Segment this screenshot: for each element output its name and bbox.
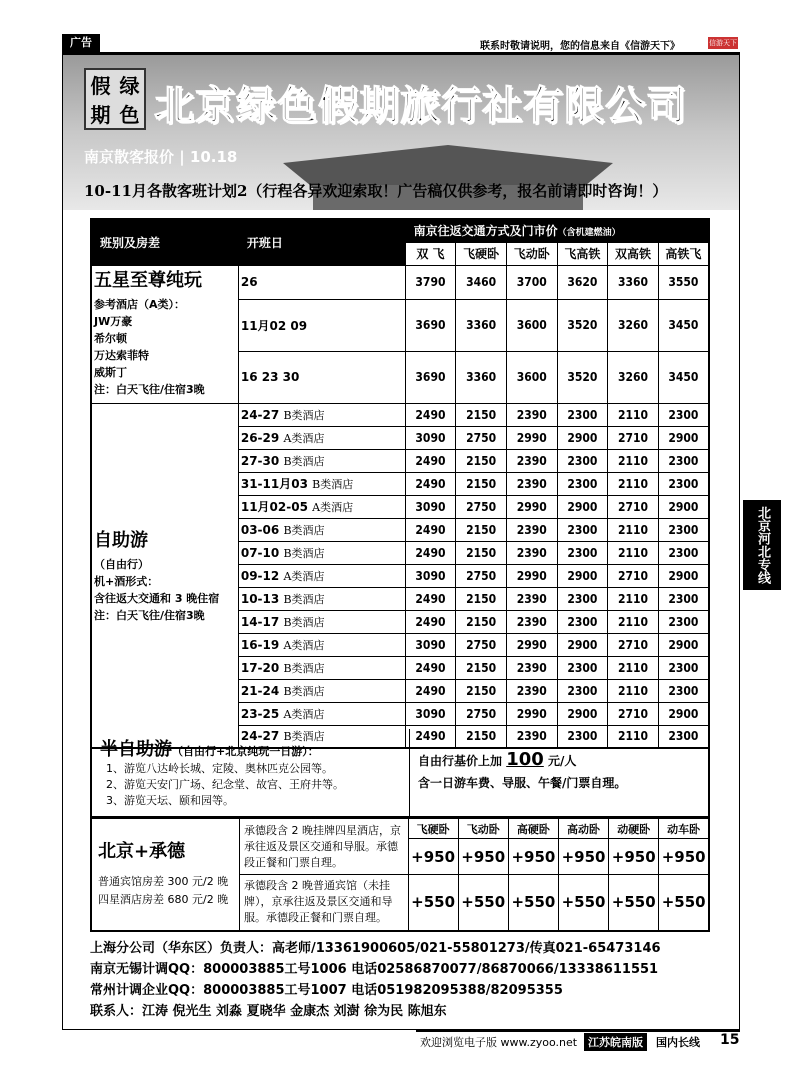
chengde-price: +950 — [408, 839, 458, 875]
price-cell: 2300 — [557, 656, 608, 679]
price-cell: 3090 — [405, 426, 456, 449]
departure-date: 16 23 30 — [238, 351, 405, 403]
date-text: 24-27 — [240, 407, 280, 422]
date-text: 21-24 — [240, 683, 280, 698]
semi-right — [410, 729, 634, 816]
price-cell: 2710 — [608, 564, 659, 587]
hotel-class: A类酒店 — [312, 501, 354, 514]
price-cell: 2300 — [658, 725, 709, 748]
price-cell: 2300 — [658, 541, 709, 564]
price-cell: 2490 — [405, 679, 456, 702]
col-price-label: 南京往返交通方式及门市价 — [413, 224, 558, 239]
quote-label: 南京散客报价 | 10.18 — [84, 148, 238, 166]
price-cell: 2300 — [658, 587, 709, 610]
price-cell: 3260 — [608, 299, 659, 351]
side-tab: 北京河北专线 — [743, 500, 781, 590]
semi-price-pre: 自由行基价上加 — [418, 754, 503, 768]
semi-self-section — [90, 729, 710, 818]
price-cell: 2390 — [506, 449, 557, 472]
price-cell: 3450 — [658, 351, 709, 403]
chengde-price: +950 — [458, 839, 508, 875]
price-cell: 2900 — [658, 564, 709, 587]
departure-date — [238, 495, 405, 518]
price-cell: 2490 — [405, 725, 456, 748]
price-cell: 2300 — [557, 403, 608, 426]
price-cell: 3520 — [557, 351, 608, 403]
hotel-class: A类酒店 — [283, 638, 325, 652]
chengde-price: +550 — [659, 875, 709, 931]
price-cell: 2390 — [506, 656, 557, 679]
price-cell: 3360 — [456, 299, 507, 351]
price-cell: 2390 — [506, 518, 557, 541]
price-cell: 3790 — [405, 265, 456, 299]
col-price-note: （含机建燃油） — [557, 228, 621, 239]
chengde-note: 四星酒店房差 680 元/2 晚 — [98, 893, 229, 906]
five-star-category — [91, 265, 238, 403]
price-cell: 2990 — [506, 495, 557, 518]
date-text: 23-25 — [240, 706, 280, 721]
price-cell: 2300 — [557, 679, 608, 702]
departure-date — [238, 656, 405, 679]
edition-badge: 江苏皖南版 — [584, 1033, 647, 1051]
price-subheader: 飞高铁 — [557, 242, 608, 265]
semi-item: 1、游览八达岭长城、定陵、奥林匹克公园等。 — [106, 762, 333, 775]
date-text: 16-19 — [240, 637, 280, 652]
five-star-title: 五星至尊纯玩 — [94, 269, 202, 291]
price-cell: 2900 — [557, 426, 608, 449]
self-title: 自助游 — [94, 530, 148, 552]
price-cell: 2110 — [608, 656, 659, 679]
chengde-price: +950 — [609, 839, 659, 875]
date-text: 10-13 — [240, 591, 280, 606]
price-cell: 2750 — [456, 426, 507, 449]
contact-line: 常州计调企业QQ：800003885工号1007 电话051982095388/82095355 — [90, 983, 563, 998]
subtitle: 10-11月各散客班计划2（行程各异欢迎索取！广告稿仅供参考，报名前请即时咨询！） — [84, 182, 668, 200]
price-cell: 2900 — [658, 702, 709, 725]
col-category: 班别及房差 — [91, 219, 238, 265]
price-cell: 3360 — [608, 265, 659, 299]
price-cell: 2750 — [456, 564, 507, 587]
chengde-label — [91, 819, 239, 931]
semi-price-value: 100 — [506, 749, 544, 770]
price-cell: 3690 — [405, 299, 456, 351]
price-cell: 2110 — [608, 541, 659, 564]
price-cell: 2300 — [658, 449, 709, 472]
table-row — [91, 403, 709, 426]
hotel-class: B类酒店 — [283, 615, 325, 629]
price-cell: 2300 — [557, 587, 608, 610]
price-cell: 2110 — [608, 403, 659, 426]
price-cell: 3090 — [405, 702, 456, 725]
chengde-header: 飞动卧 — [458, 819, 508, 839]
category-line: JW万豪 — [94, 314, 133, 328]
departure-date — [238, 633, 405, 656]
price-cell: 2490 — [405, 472, 456, 495]
section-label: 国内长线 — [656, 1036, 700, 1049]
price-cell: 2490 — [405, 587, 456, 610]
price-cell: 2750 — [456, 702, 507, 725]
top-note: 联系时敬请说明，您的信息来自《信游天下》 — [480, 41, 680, 52]
price-cell: 2900 — [658, 426, 709, 449]
price-subheader: 飞硬卧 — [456, 242, 507, 265]
price-cell: 2990 — [506, 702, 557, 725]
price-cell: 2900 — [658, 495, 709, 518]
chengde-price: +550 — [558, 875, 608, 931]
logo-char: 色 — [119, 103, 140, 127]
price-cell: 2750 — [456, 495, 507, 518]
price-cell: 2300 — [658, 679, 709, 702]
price-cell: 2490 — [405, 610, 456, 633]
category-line: 注：白天飞往/住宿3晚 — [94, 609, 205, 623]
price-cell: 2390 — [506, 587, 557, 610]
table-row — [91, 265, 709, 299]
departure-date: 26 — [238, 265, 405, 299]
contact-line: 南京无锡计调QQ：800003885工号1006 电话02586870077/86870066/13338611551 — [90, 962, 659, 977]
departure-date — [238, 587, 405, 610]
price-cell: 2150 — [456, 656, 507, 679]
company-name: 北京绿色假期旅行社有限公司 — [154, 83, 687, 129]
date-text: 07-10 — [240, 545, 280, 560]
price-cell: 2300 — [557, 518, 608, 541]
date-text: 09-12 — [240, 568, 280, 583]
hotel-class: B类酒店 — [283, 523, 325, 537]
price-cell: 2300 — [557, 472, 608, 495]
price-cell: 2110 — [608, 725, 659, 748]
chengde-table — [90, 818, 710, 932]
contact-line: 联系人：江涛 倪光生 刘淼 夏晓华 金康杰 刘澍 徐为民 陈旭东 — [90, 1004, 447, 1019]
price-cell: 2990 — [506, 564, 557, 587]
price-cell: 2710 — [608, 702, 659, 725]
logo-char: 期 — [90, 103, 111, 127]
hotel-class: A类酒店 — [283, 431, 325, 445]
hotel-class: A类酒店 — [283, 707, 325, 721]
semi-price-unit: 元/人 — [547, 754, 577, 768]
price-cell: 2150 — [456, 472, 507, 495]
chengde-desc: 承德段含 2 晚普通宾馆（未挂牌），京承往返及景区交通和导服。承德段正餐和门票自理。 — [239, 875, 408, 931]
price-cell: 2900 — [557, 495, 608, 518]
date-text: 27-30 — [240, 453, 280, 468]
logo-char: 绿 — [119, 74, 140, 98]
hotel-class: B类酒店 — [283, 730, 325, 744]
hotel-class: B类酒店 — [283, 592, 325, 606]
departure-date: 11月02 09 — [238, 299, 405, 351]
price-cell: 2150 — [456, 403, 507, 426]
contact-line: 上海分公司（华东区）负责人：高老师/13361900605/021-55801273/传真021-65473146 — [90, 941, 661, 956]
price-cell: 2900 — [557, 633, 608, 656]
hotel-class: B类酒店 — [283, 684, 325, 698]
price-cell: 2150 — [456, 725, 507, 748]
chengde-price: +950 — [508, 839, 558, 875]
price-cell: 3090 — [405, 564, 456, 587]
chengde-price: +950 — [558, 839, 608, 875]
footer-text[interactable]: 欢迎浏览电子版 www.zyoo.net — [420, 1036, 578, 1049]
chengde-title: 北京+承德 — [98, 841, 186, 862]
chengde-header: 高硬卧 — [508, 819, 558, 839]
price-cell: 2990 — [506, 426, 557, 449]
departure-date — [238, 449, 405, 472]
price-cell: 2110 — [608, 472, 659, 495]
price-cell: 2110 — [608, 679, 659, 702]
departure-date — [238, 541, 405, 564]
price-cell: 2150 — [456, 610, 507, 633]
price-subheader: 高铁飞 — [658, 242, 709, 265]
date-text: 14-17 — [240, 614, 280, 629]
price-cell: 2300 — [557, 610, 608, 633]
category-line: 含往返大交通和 3 晚住宿 — [94, 592, 220, 606]
price-cell: 3260 — [608, 351, 659, 403]
price-cell: 2300 — [557, 541, 608, 564]
price-cell: 3520 — [557, 299, 608, 351]
price-cell: 2390 — [506, 541, 557, 564]
chengde-header: 动硬卧 — [609, 819, 659, 839]
price-cell: 2750 — [456, 633, 507, 656]
chengde-price: +950 — [659, 839, 709, 875]
hotel-class: B类酒店 — [283, 661, 325, 675]
company-logo — [84, 68, 146, 130]
semi-title — [100, 735, 401, 761]
price-cell: 3620 — [557, 265, 608, 299]
price-cell: 2110 — [608, 518, 659, 541]
publisher-logo: 信游天下 — [709, 39, 737, 47]
semi-price-note: 含一日游车费、导服、午餐/门票自理。 — [418, 776, 627, 790]
category-line: 参考酒店（A类）： — [94, 297, 186, 311]
departure-date — [238, 426, 405, 449]
hotel-class: B类酒店 — [283, 546, 325, 560]
chengde-price: +550 — [458, 875, 508, 931]
departure-date — [238, 472, 405, 495]
price-cell: 3450 — [658, 299, 709, 351]
price-cell: 2300 — [557, 449, 608, 472]
price-cell: 2390 — [506, 472, 557, 495]
chengde-header: 动车卧 — [659, 819, 709, 839]
price-cell: 3460 — [456, 265, 507, 299]
category-line: 注：白天飞往/住宿3晚 — [94, 382, 205, 396]
departure-date — [238, 518, 405, 541]
col-price — [405, 219, 709, 242]
price-cell: 3360 — [456, 351, 507, 403]
price-cell: 2300 — [658, 403, 709, 426]
price-cell: 2710 — [608, 633, 659, 656]
price-cell: 2710 — [608, 426, 659, 449]
semi-item: 2、游览天安门广场、纪念堂、故宫、王府井等。 — [106, 778, 344, 791]
price-cell: 2110 — [608, 610, 659, 633]
price-cell: 3550 — [658, 265, 709, 299]
date-text: 26-29 — [240, 430, 280, 445]
logo-char: 假 — [90, 74, 111, 98]
semi-item: 3、游览天坛、颐和园等。 — [106, 794, 234, 807]
price-cell: 2300 — [658, 472, 709, 495]
self-category — [91, 403, 238, 748]
semi-title-sub: （自由行+北京纯玩一日游）： — [172, 745, 319, 758]
price-cell: 2490 — [405, 656, 456, 679]
price-cell: 3090 — [405, 633, 456, 656]
hotel-class: B类酒店 — [312, 478, 354, 491]
date-text: 03-06 — [240, 522, 280, 537]
contact-block — [90, 938, 661, 1022]
category-line: 机+酒形式： — [94, 575, 159, 589]
chengde-note: 普通宾馆房差 300 元/2 晚 — [98, 875, 229, 888]
departure-date — [238, 564, 405, 587]
chengde-price: +550 — [508, 875, 558, 931]
price-cell: 2110 — [608, 449, 659, 472]
price-cell: 2390 — [506, 610, 557, 633]
price-cell: 2900 — [557, 702, 608, 725]
ad-tag: 广告 — [62, 34, 100, 52]
price-subheader: 双 飞 — [405, 242, 456, 265]
price-cell: 2490 — [405, 518, 456, 541]
price-subheader: 飞动卧 — [506, 242, 557, 265]
price-cell: 3690 — [405, 351, 456, 403]
price-cell: 2390 — [506, 725, 557, 748]
semi-left — [92, 729, 410, 816]
hotel-class: B类酒店 — [283, 408, 325, 422]
price-cell: 2150 — [456, 679, 507, 702]
hotel-class: A类酒店 — [283, 569, 325, 583]
price-cell: 3700 — [506, 265, 557, 299]
price-cell: 3600 — [506, 299, 557, 351]
price-cell: 2390 — [506, 403, 557, 426]
departure-date — [238, 403, 405, 426]
price-cell: 3600 — [506, 351, 557, 403]
price-cell: 2300 — [557, 725, 608, 748]
price-cell: 2150 — [456, 518, 507, 541]
chengde-header: 高动卧 — [558, 819, 608, 839]
price-cell: 2150 — [456, 587, 507, 610]
page-number: 15 — [720, 1032, 740, 1048]
departure-date — [238, 679, 405, 702]
price-cell: 3090 — [405, 495, 456, 518]
chengde-price: +550 — [609, 875, 659, 931]
price-cell: 2300 — [658, 518, 709, 541]
category-line: 希尔顿 — [94, 331, 127, 345]
self-sub: （自由行） — [94, 558, 149, 572]
departure-date — [238, 702, 405, 725]
chengde-price: +550 — [408, 875, 458, 931]
category-line: 万达索菲特 — [94, 348, 149, 362]
price-cell: 2900 — [658, 633, 709, 656]
price-cell: 2110 — [608, 587, 659, 610]
date-text: 24-27 — [240, 729, 280, 744]
date-text: 17-20 — [240, 660, 280, 675]
col-date: 开班日 — [238, 219, 405, 265]
price-table — [90, 218, 710, 749]
category-line: 威斯丁 — [94, 365, 127, 379]
price-subheader: 双高铁 — [608, 242, 659, 265]
price-cell: 2490 — [405, 449, 456, 472]
semi-title-text: 半自助游 — [100, 739, 172, 760]
price-cell: 2300 — [658, 656, 709, 679]
chengde-desc: 承德段含 2 晚挂牌四星酒店，京承往返及景区交通和导服。承德段正餐和门票自理。 — [239, 819, 408, 875]
date-text: 31-11月03 — [240, 477, 308, 491]
price-cell: 2300 — [658, 610, 709, 633]
price-cell: 2990 — [506, 633, 557, 656]
price-cell: 2490 — [405, 541, 456, 564]
price-cell: 2150 — [456, 541, 507, 564]
departure-date — [238, 610, 405, 633]
price-cell: 2490 — [405, 403, 456, 426]
hotel-class: B类酒店 — [283, 454, 325, 468]
price-cell: 2150 — [456, 449, 507, 472]
price-cell: 2710 — [608, 495, 659, 518]
chengde-header: 飞硬卧 — [408, 819, 458, 839]
date-text: 11月02-05 — [240, 500, 308, 514]
price-cell: 2900 — [557, 564, 608, 587]
price-cell: 2390 — [506, 679, 557, 702]
